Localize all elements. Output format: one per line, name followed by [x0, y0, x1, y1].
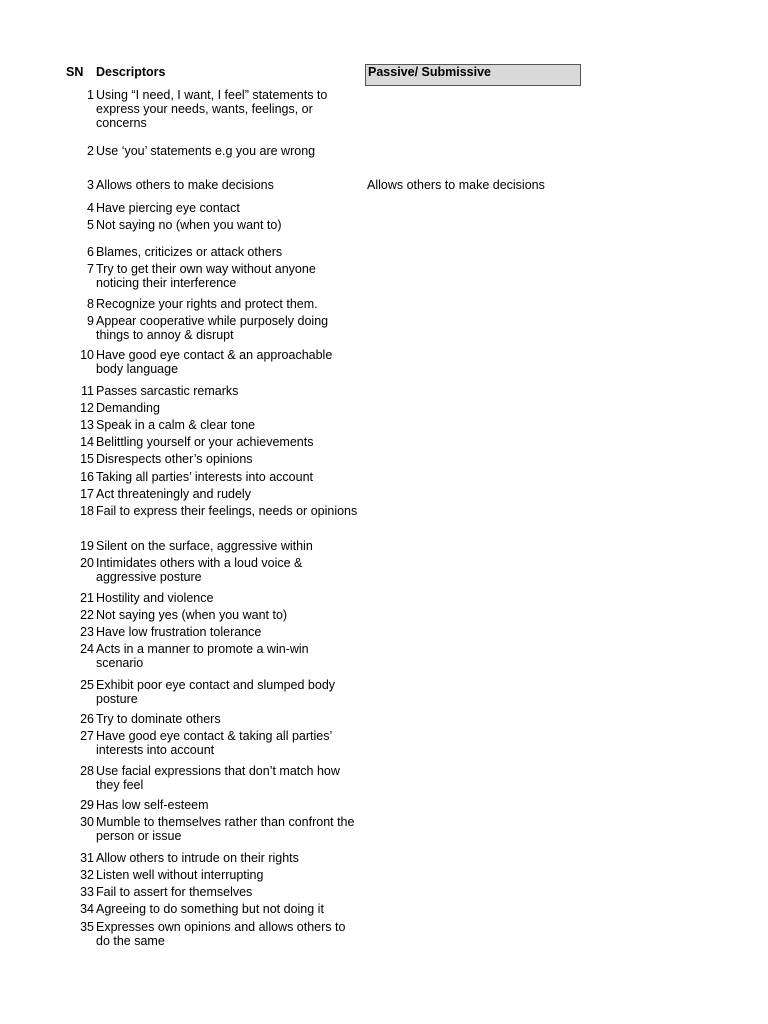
row-number: 9 [87, 314, 94, 328]
row-number: 24 [80, 642, 94, 656]
row-descriptor: Belittling yourself or your achievements [96, 435, 314, 449]
row-descriptor: Has low self-esteem [96, 798, 209, 812]
row-number: 4 [87, 201, 94, 215]
row-descriptor: Silent on the surface, aggressive within [96, 539, 313, 553]
row-number: 32 [80, 868, 94, 882]
row-descriptor: Try to dominate others [96, 712, 221, 726]
row-number: 23 [80, 625, 94, 639]
row-number: 29 [80, 798, 94, 812]
row-descriptor: Act threateningly and rudely [96, 487, 251, 501]
row-number: 21 [80, 591, 94, 605]
row-descriptor: Not saying yes (when you want to) [96, 608, 288, 622]
row-descriptor: Have low frustration tolerance [96, 625, 262, 639]
row-descriptor: Acts in a manner to promote a win-win scenario [96, 642, 309, 670]
row-number: 1 [87, 88, 94, 102]
row-descriptor: Mumble to themselves rather than confront the person or issue [96, 815, 355, 843]
row-number: 30 [80, 815, 94, 829]
row-descriptor: Disrespects other’s opinions [96, 452, 253, 466]
row-number: 8 [87, 297, 94, 311]
row-descriptor: Expresses own opinions and allows others to do the same [96, 920, 346, 948]
row-number: 12 [80, 401, 94, 415]
row-descriptor: Have good eye contact & taking all parties’ interests into account [96, 729, 332, 757]
row-descriptor: Fail to assert for themselves [96, 885, 253, 899]
row-descriptor: Have good eye contact & an approachable body language [96, 348, 333, 376]
row-number: 35 [80, 920, 94, 934]
row-descriptor: Agreeing to do something but not doing it [96, 902, 324, 916]
row-number: 20 [80, 556, 94, 570]
row-number: 31 [80, 851, 94, 865]
row-number: 13 [80, 418, 94, 432]
row-number: 27 [80, 729, 94, 743]
row-descriptor: Exhibit poor eye contact and slumped body posture [96, 678, 336, 706]
header-sn: SN [66, 65, 84, 79]
row-descriptor: Appear cooperative while purposely doing things to annoy & disrupt [96, 314, 329, 342]
row-descriptor: Speak in a calm & clear tone [96, 418, 256, 432]
row-number: 2 [87, 144, 94, 158]
row-descriptor: Allows others to make decisions [96, 178, 274, 192]
row-number: 10 [80, 348, 94, 362]
row-descriptor: Passes sarcastic remarks [96, 384, 239, 398]
row-number: 6 [87, 245, 94, 259]
row-number: 16 [80, 470, 94, 484]
row-number: 22 [80, 608, 94, 622]
row-number: 19 [80, 539, 94, 553]
row-number: 7 [87, 262, 94, 276]
row-descriptor: Recognize your rights and protect them. [96, 297, 318, 311]
row-number: 18 [80, 504, 94, 518]
row-category-cell[interactable]: Allows others to make decisions [367, 178, 545, 192]
row-descriptor: Using “I need, I want, I feel” statements to express your needs, wants, feelings, or concerns [96, 88, 328, 130]
row-descriptor: Listen well without interrupting [96, 868, 264, 882]
row-descriptor: Blames, criticizes or attack others [96, 245, 283, 259]
header-descriptors: Descriptors [96, 65, 166, 79]
row-number: 25 [80, 678, 94, 692]
row-descriptor: Not saying no (when you want to) [96, 218, 282, 232]
row-descriptor: Try to get their own way without anyone noticing their interference [96, 262, 316, 290]
row-number: 33 [80, 885, 94, 899]
row-descriptor: Hostility and violence [96, 591, 214, 605]
row-descriptor: Use facial expressions that don’t match how they feel [96, 764, 340, 792]
row-number: 28 [80, 764, 94, 778]
row-descriptor: Have piercing eye contact [96, 201, 240, 215]
row-descriptor: Allow others to intrude on their rights [96, 851, 299, 865]
row-number: 17 [80, 487, 94, 501]
row-descriptor: Use ‘you’ statements e.g you are wrong [96, 144, 316, 158]
row-descriptor: Fail to express their feelings, needs or opinions [96, 504, 358, 518]
row-number: 14 [80, 435, 94, 449]
header-category-cell[interactable]: Passive/ Submissive [365, 64, 581, 86]
row-descriptor: Taking all parties’ interests into account [96, 470, 314, 484]
row-descriptor: Demanding [96, 401, 160, 415]
row-number: 11 [81, 384, 94, 398]
row-number: 15 [80, 452, 94, 466]
row-number: 34 [80, 902, 94, 916]
row-number: 5 [87, 218, 94, 232]
row-descriptor: Intimidates others with a loud voice & aggressive posture [96, 556, 303, 584]
row-number: 26 [80, 712, 94, 726]
row-number: 3 [87, 178, 94, 192]
